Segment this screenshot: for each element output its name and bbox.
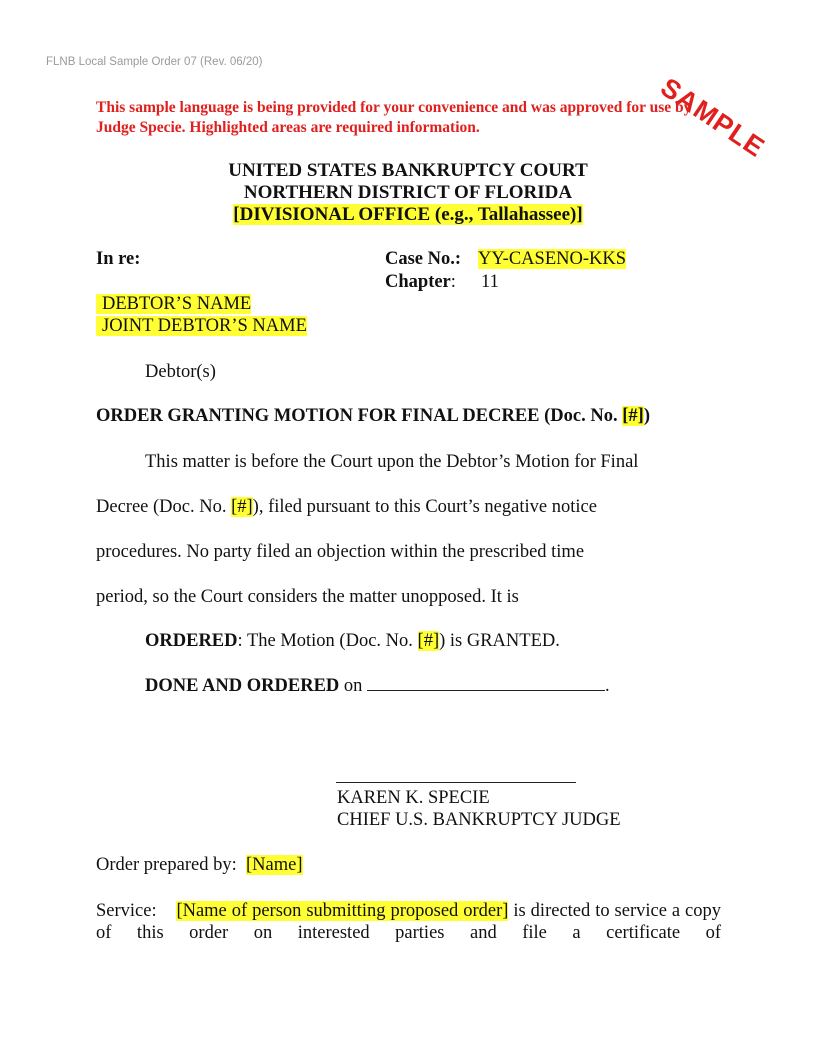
- prepared-by-label: Order prepared by:: [96, 855, 237, 875]
- paragraph-line-1: This matter is before the Court upon the Debtor’s Motion for Final: [145, 452, 639, 472]
- debtor-name: [96, 294, 251, 315]
- sample-stamp: SAMPLE: [655, 72, 771, 164]
- chapter-label: Chapter: [385, 272, 451, 292]
- judge-title: CHIEF U.S. BANKRUPTCY JUDGE: [337, 810, 621, 830]
- chapter-row: [385, 272, 456, 293]
- doc-number-placeholder: [#]: [231, 497, 253, 517]
- ordered-text-end: ) is GRANTED.: [439, 631, 560, 651]
- debtors-label: Debtor(s): [145, 362, 216, 382]
- signature-line: [336, 782, 576, 783]
- form-identifier: FLNB Local Sample Order 07 (Rev. 06/20): [46, 56, 263, 68]
- joint-debtor-name: [96, 316, 307, 337]
- service-paragraph: [96, 900, 721, 944]
- ordered-label: ORDERED: [145, 631, 238, 651]
- done-ordered-line: [145, 676, 610, 697]
- service-text: is directed to service a copy of this order on interested parties and file a certificate of: [96, 901, 722, 943]
- order-title-text: ORDER GRANTING MOTION FOR FINAL DECREE (Doc. No.: [96, 406, 623, 426]
- p1-line2-start: Decree (Doc. No.: [96, 497, 232, 517]
- chapter-colon: :: [450, 272, 456, 292]
- service-label: Service:: [96, 901, 157, 921]
- court-division: [96, 204, 720, 226]
- chapter-value: 11: [481, 272, 499, 292]
- paragraph-line-4: period, so the Court considers the matter unopposed. It is: [96, 587, 519, 607]
- court-district: NORTHERN DISTRICT OF FLORIDA: [243, 182, 573, 203]
- done-end: .: [605, 676, 610, 696]
- case-number-placeholder: YY-CASENO-KKS: [478, 249, 627, 269]
- debtor-name-placeholder: DEBTOR’S NAME: [96, 294, 251, 314]
- doc-number-placeholder: [#]: [417, 631, 440, 651]
- division-placeholder: [DIVISIONAL OFFICE (e.g., Tallahassee)]: [233, 204, 583, 225]
- paragraph-line-3: procedures. No party filed an objection within the prescribed time: [96, 542, 585, 562]
- prepared-by-line: [96, 855, 303, 876]
- preparer-name-placeholder: [Name]: [246, 855, 303, 875]
- done-ordered-label: DONE AND ORDERED: [145, 676, 340, 696]
- done-on: on: [339, 676, 368, 696]
- in-re-label: In re:: [96, 249, 141, 269]
- joint-debtor-name-placeholder: JOINT DEBTOR’S NAME: [96, 316, 307, 336]
- date-blank: [367, 676, 605, 691]
- court-name: UNITED STATES BANKRUPTCY COURT: [228, 160, 588, 181]
- case-number-label: Case No.:: [385, 249, 462, 269]
- case-number-value: [478, 249, 626, 270]
- ordered-line: [145, 631, 560, 652]
- order-title-close: ): [643, 406, 650, 426]
- p1-line2-end: ), filed pursuant to this Court’s negative notice: [252, 497, 597, 517]
- service-person-placeholder: [Name of person submitting proposed order]: [176, 901, 509, 921]
- sample-notice: This sample language is being provided for your convenience and was approved for use by Judge Specie. Highlighted areas are required information.: [96, 99, 692, 136]
- paragraph-line-2: [96, 497, 597, 518]
- ordered-text-start: : The Motion (Doc. No.: [237, 631, 418, 651]
- judge-name: KAREN K. SPECIE: [337, 788, 490, 808]
- doc-number-placeholder: [#]: [622, 406, 644, 426]
- order-title: [96, 406, 650, 427]
